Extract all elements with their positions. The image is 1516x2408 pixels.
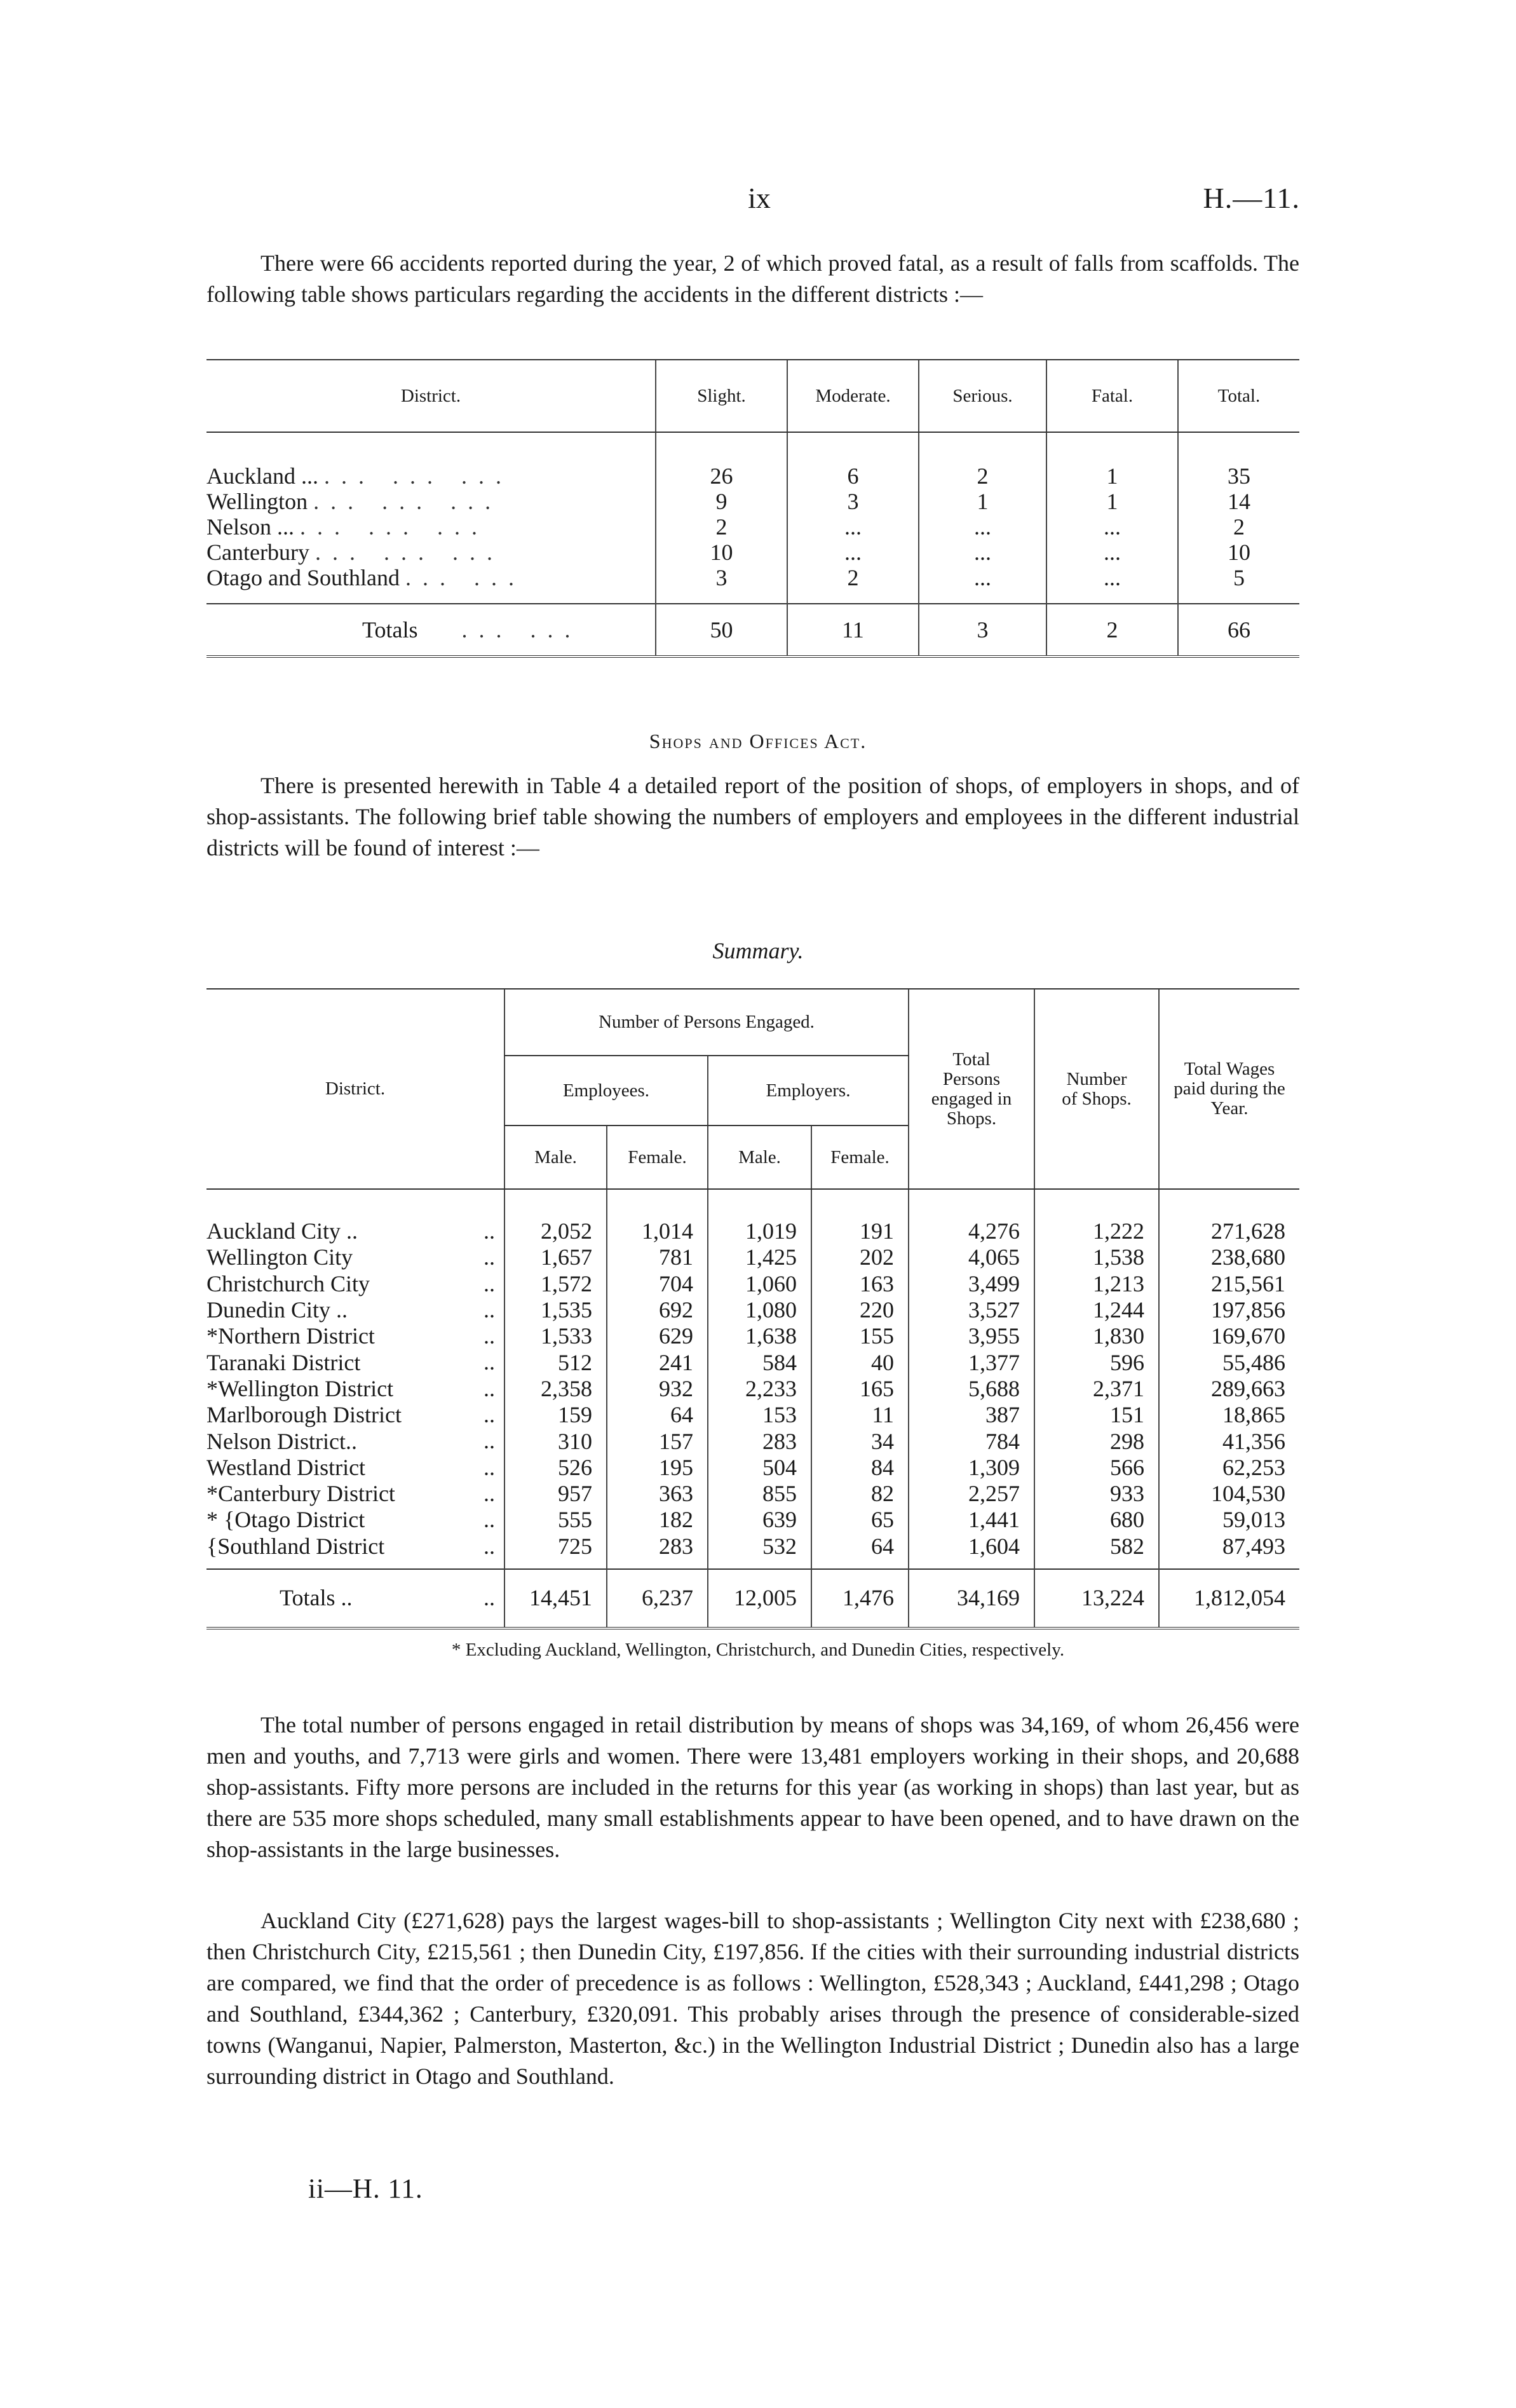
summary-table [206,988,1299,1629]
table-cell: 6 [787,432,919,489]
column-header: Fatal. [1046,360,1178,432]
district-cell [206,489,656,514]
district-cell [206,514,656,540]
table-cell: 34 [811,1428,909,1454]
table-cell: 220 [811,1297,909,1323]
column-header: Serious. [919,360,1046,432]
table-row [206,565,1299,604]
table-cell: 215,561 [1159,1271,1299,1297]
table-cell: 163 [811,1271,909,1297]
table-cell: 2,052 [504,1189,607,1244]
total-cell: 34,169 [909,1569,1034,1628]
table-cell: 4,065 [909,1244,1034,1270]
total-wages-label: Total Wages paid during the Year. [1174,1059,1285,1119]
table-cell: 1,060 [708,1271,811,1297]
total-cell: 66 [1178,604,1299,656]
table-cell: 1,441 [909,1507,1034,1533]
summary-header-row [206,989,1299,1056]
table-cell: 289,663 [1159,1376,1299,1402]
district-cell [206,1428,504,1454]
total-cell: 12,005 [708,1569,811,1628]
table-row [206,1534,1299,1569]
table-cell: 932 [607,1376,708,1402]
table-cell: 202 [811,1244,909,1270]
table-cell: 35 [1178,432,1299,489]
table-cell: 855 [708,1481,811,1507]
table-cell: 1,309 [909,1455,1034,1481]
table-row [206,1455,1299,1481]
table-cell: 933 [1034,1481,1159,1507]
leader-dots: .. [484,1218,495,1244]
table-cell: 639 [708,1507,811,1533]
table-row [206,432,1299,489]
leader-dots: .. [484,1323,495,1349]
table-cell: 2,257 [909,1481,1034,1507]
table-cell: ... [787,540,919,565]
table-cell: 1 [1046,489,1178,514]
table-cell: 2,233 [708,1376,811,1402]
table-cell: 62,253 [1159,1455,1299,1481]
table-cell: 104,530 [1159,1481,1299,1507]
table-cell: 1,657 [504,1244,607,1270]
leader-dots: .. [484,1584,495,1610]
district-name: Marlborough District [206,1402,402,1428]
total-cell: 11 [787,604,919,656]
total-persons-label: Total Persons engaged in Shops. [931,1049,1012,1129]
male-header: Male. [708,1126,811,1189]
table-cell: 584 [708,1349,811,1375]
leader-dots: .. [484,1402,495,1428]
district-cell [206,1455,504,1481]
table-cell: ... [1046,540,1178,565]
table-cell: 151 [1034,1402,1159,1428]
table-cell: 704 [607,1271,708,1297]
table-cell: 781 [607,1244,708,1270]
leader-dots: .. [484,1533,495,1559]
table-cell: 169,670 [1159,1323,1299,1349]
table-cell: 526 [504,1455,607,1481]
wages-paragraph: Auckland City (£271,628) pays the largest wages-bill to shop-assistants ; Wellington City next with £238,680 ; then Christchurch City, £215,561 ; then Dunedin City, £197,856. If the cities with their surrounding industrial districts are compared, we find that the order of precedence is as follows : Wellington, £528,343 ; Auckland, £441,298 ; Otago and Southland, £344,362 ; Canterbury, £320,091. This probably arises through the presence of considerable-sized towns (Wanganui, Napier, Palmerston, Masterton, &c.) in the Wellington Industrial District ; Dunedin also has a large surrounding district in Otago and Southland. [206,1908,1299,2089]
table-cell: 5 [1178,565,1299,604]
table-cell: 555 [504,1507,607,1533]
table-cell: 1,213 [1034,1271,1159,1297]
total-cell: 1,812,054 [1159,1569,1299,1628]
table-cell: 41,356 [1159,1428,1299,1454]
table-cell: 1,014 [607,1189,708,1244]
district-header: District. [206,989,504,1189]
district-name: Taranaki District [206,1349,361,1375]
table-cell: 629 [607,1323,708,1349]
district-cell [206,1189,504,1244]
table-cell: 238,680 [1159,1244,1299,1270]
district-cell [206,432,656,489]
table-cell: 4,276 [909,1189,1034,1244]
district-cell [206,1481,504,1507]
leader-dots: ... ... [405,565,525,590]
totals-label: Totals .. [280,1585,353,1611]
district-cell [206,1349,504,1375]
district-cell [206,1534,504,1569]
table-row [206,1349,1299,1375]
district-name: Wellington [206,489,308,514]
district-name: Nelson District.. [206,1428,357,1454]
accidents-table [206,359,1299,658]
table-cell: 1,244 [1034,1297,1159,1323]
district-name: *Wellington District [206,1375,394,1401]
district-name: * {Otago District [206,1507,365,1533]
footnote: * Excluding Auckland, Wellington, Christchurch, and Dunedin Cities, respectively. [451,1640,1065,1660]
table-cell: 1,222 [1034,1189,1159,1244]
district-cell [206,1507,504,1533]
district-name: {Southland District [206,1533,385,1559]
table-cell: 11 [811,1402,909,1428]
table-cell: 2 [919,432,1046,489]
table-cell: 84 [811,1455,909,1481]
leader-dots: .. [484,1480,495,1506]
table-row [206,1507,1299,1533]
table-cell: 957 [504,1481,607,1507]
table-cell: 195 [607,1455,708,1481]
leader-dots: ... ... ... [323,463,513,489]
male-header: Male. [504,1126,607,1189]
table-cell: 87,493 [1159,1534,1299,1569]
leader-dots: .. [484,1454,495,1480]
table-cell: 65 [811,1507,909,1533]
table-cell: 3,499 [909,1271,1034,1297]
shops-paragraph: There is presented herewith in Table 4 a detailed report of the position of shops, of employers in shops, and of shop-assistants. The following brief table showing the numbers of employers and employees in the different industrial districts will be found of interest :— [206,773,1299,860]
table-cell: ... [919,540,1046,565]
table-cell: 504 [708,1455,811,1481]
female-header: Female. [811,1126,909,1189]
leader-dots: ... ... [461,617,582,643]
district-name: Christchurch City [206,1270,370,1296]
table-cell: 14 [1178,489,1299,514]
table-cell: 2 [656,514,787,540]
column-header: Moderate. [787,360,919,432]
district-name: Wellington City [206,1244,353,1270]
leader-dots: .. [484,1507,495,1533]
summary-body [206,1189,1299,1628]
page-number: ix [748,182,771,214]
table-cell: ... [919,514,1046,540]
table-cell: 1 [1046,432,1178,489]
leader-dots: .. [484,1270,495,1296]
district-cell [206,1271,504,1297]
leader-dots: .. [484,1428,495,1454]
district-name: Auckland ... [206,463,318,489]
intro-paragraph: There were 66 accidents reported during the year, 2 of which proved fatal, as a result of falls from scaffolds. The following table shows particulars regarding the accidents in the different districts :— [206,250,1299,307]
female-header: Female. [607,1126,708,1189]
table-cell: 283 [708,1428,811,1454]
table-cell: 298 [1034,1428,1159,1454]
table-cell: 191 [811,1189,909,1244]
district-name: Otago and Southland [206,565,400,590]
table-cell: 692 [607,1297,708,1323]
table-row [206,1323,1299,1349]
total-cell: 13,224 [1034,1569,1159,1628]
table-cell: 532 [708,1534,811,1569]
leader-dots: .. [484,1296,495,1323]
summary-title: Summary. [712,938,804,963]
table-cell: 1,538 [1034,1244,1159,1270]
leader-dots: ... ... ... [300,514,489,540]
district-name: Dunedin City .. [206,1297,348,1323]
table-cell: 18,865 [1159,1402,1299,1428]
document-reference: H.—11. [1203,182,1300,214]
table-cell: 1,425 [708,1244,811,1270]
table-cell: 566 [1034,1455,1159,1481]
district-cell [206,1402,504,1428]
leader-dots: .. [484,1375,495,1401]
signature-mark: ii—H. 11. [308,2174,423,2204]
table-row [206,540,1299,565]
totals-label-cell [206,1569,504,1628]
table-row [206,1271,1299,1297]
table-cell: 165 [811,1376,909,1402]
totals-row [206,604,1299,656]
table-cell: 64 [607,1402,708,1428]
table-cell: 182 [607,1507,708,1533]
leader-dots: .. [484,1244,495,1270]
table-cell: 1,377 [909,1349,1034,1375]
table-cell: 241 [607,1349,708,1375]
table-cell: 3,527 [909,1297,1034,1323]
table-cell: 363 [607,1481,708,1507]
district-name: *Canterbury District [206,1481,395,1507]
table-cell: 157 [607,1428,708,1454]
section-title: Shops and Offices Act. [649,730,867,752]
number-of-shops-label: Number of Shops. [1062,1068,1132,1109]
table-cell: 596 [1034,1349,1159,1375]
table-cell: 271,628 [1159,1189,1299,1244]
table-cell: 1,533 [504,1323,607,1349]
table-cell: 1,830 [1034,1323,1159,1349]
table-row [206,1481,1299,1507]
district-name: Nelson ... [206,514,294,540]
table-cell: 1,604 [909,1534,1034,1569]
table-cell: 725 [504,1534,607,1569]
table-cell: 1,638 [708,1323,811,1349]
table-cell: 3 [656,565,787,604]
employees-header: Employees. [504,1056,708,1126]
table-cell: 2 [787,565,919,604]
table-cell: 197,856 [1159,1297,1299,1323]
district-name: Canterbury [206,540,309,565]
table-cell: 26 [656,432,787,489]
leader-dots: .. [484,1349,495,1375]
accidents-header-row [206,360,1299,432]
column-header: Slight. [656,360,787,432]
column-header: District. [206,360,656,432]
table-cell: 1,535 [504,1297,607,1323]
district-cell [206,1297,504,1323]
table-cell: ... [1046,514,1178,540]
total-cell: 2 [1046,604,1178,656]
table-cell: 582 [1034,1534,1159,1569]
district-cell [206,1376,504,1402]
table-row [206,514,1299,540]
totals-label: Totals [362,617,418,643]
total-cell: 50 [656,604,787,656]
district-name: Westland District [206,1454,366,1480]
district-cell [206,565,656,604]
leader-dots: ... ... ... [315,540,504,565]
totals-row [206,1569,1299,1628]
district-name: *Northern District [206,1323,375,1349]
district-cell [206,540,656,565]
table-cell: 5,688 [909,1376,1034,1402]
table-cell: 1 [919,489,1046,514]
table-cell: 3,955 [909,1323,1034,1349]
persons-engaged-header: Number of Persons Engaged. [504,989,909,1056]
table-cell: 680 [1034,1507,1159,1533]
table-cell: 59,013 [1159,1507,1299,1533]
table-row [206,1244,1299,1270]
table-cell: 283 [607,1534,708,1569]
totals-paragraph: The total number of persons engaged in retail distribution by means of shops was 34,169, of whom 26,456 were men and youths, and 7,713 were girls and women. There were 13,481 employers working in their shops, and 20,688 shop-assistants. Fifty more persons are included in the returns for this year (as working in shops) than last year, but as there are 535 more shops scheduled, many small establishments appear to have been opened, and to have drawn on the shop-assistants in the large businesses. [206,1712,1299,1862]
table-cell: 2 [1178,514,1299,540]
table-cell: 2,371 [1034,1376,1159,1402]
table-cell: 1,572 [504,1271,607,1297]
total-cell: 3 [919,604,1046,656]
table-cell: 784 [909,1428,1034,1454]
table-cell: ... [1046,565,1178,604]
table-cell: 3 [787,489,919,514]
table-cell: 55,486 [1159,1349,1299,1375]
district-cell [206,1244,504,1270]
table-cell: 82 [811,1481,909,1507]
district-name: Auckland City .. [206,1218,358,1244]
table-cell: 155 [811,1323,909,1349]
table-cell: 2,358 [504,1376,607,1402]
table-cell: 159 [504,1402,607,1428]
number-of-shops-header [1034,989,1159,1189]
table-cell: 10 [1178,540,1299,565]
table-cell: 387 [909,1402,1034,1428]
table-row [206,489,1299,514]
table-cell: 10 [656,540,787,565]
table-row [206,1189,1299,1244]
total-cell: 1,476 [811,1569,909,1628]
table-row [206,1428,1299,1454]
district-cell [206,1323,504,1349]
table-cell: 1,080 [708,1297,811,1323]
total-cell: 14,451 [504,1569,607,1628]
table-cell: 40 [811,1349,909,1375]
table-row [206,1376,1299,1402]
column-header: Total. [1178,360,1299,432]
leader-dots: ... ... ... [313,489,503,514]
table-cell: 9 [656,489,787,514]
total-cell: 6,237 [607,1569,708,1628]
totals-label-cell [206,604,656,656]
table-row [206,1402,1299,1428]
total-wages-header [1159,989,1299,1189]
table-cell: ... [787,514,919,540]
total-persons-header [909,989,1034,1189]
table-cell: 310 [504,1428,607,1454]
table-cell: 153 [708,1402,811,1428]
table-cell: 64 [811,1534,909,1569]
employers-header: Employers. [708,1056,909,1126]
table-row [206,1297,1299,1323]
table-cell: 1,019 [708,1189,811,1244]
table-cell: 512 [504,1349,607,1375]
table-cell: ... [919,565,1046,604]
